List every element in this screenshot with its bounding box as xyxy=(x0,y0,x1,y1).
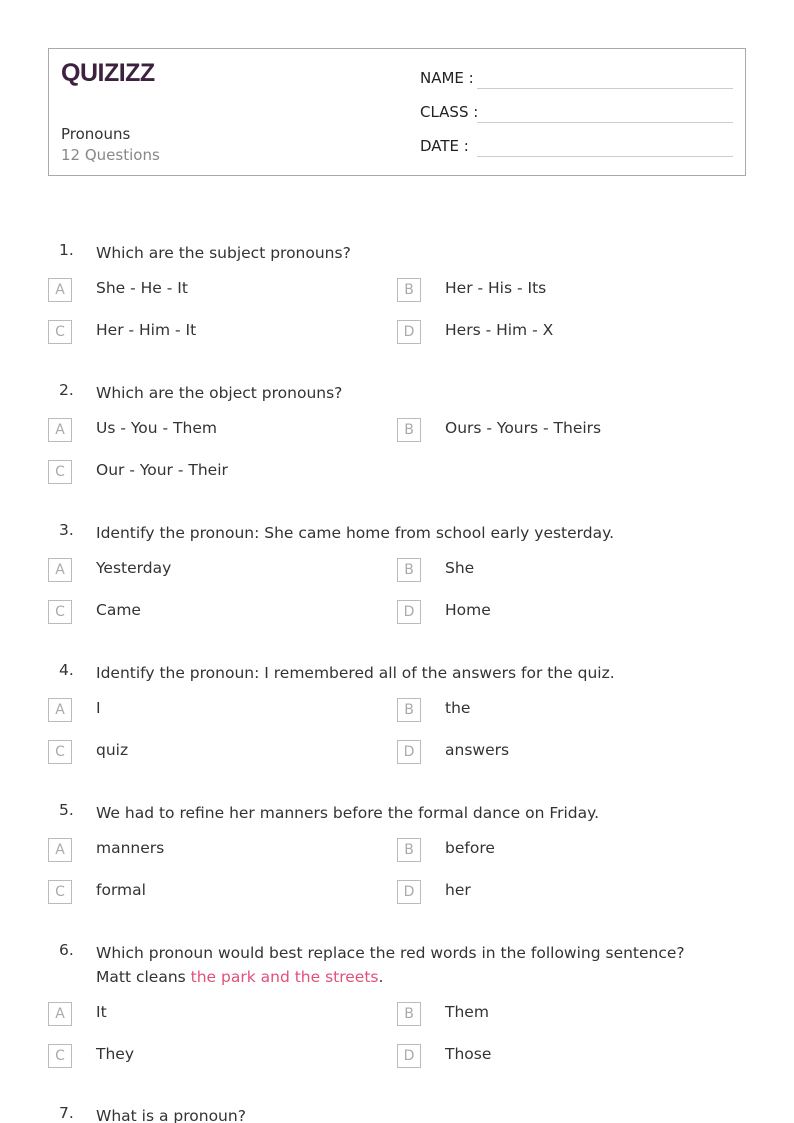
question-number: 4. xyxy=(59,661,74,679)
option-letter-box: B xyxy=(397,278,421,302)
option-text: Her - His - Its xyxy=(445,279,547,297)
option-text: the xyxy=(445,699,471,717)
option-text: answers xyxy=(445,741,510,759)
option-text: Came xyxy=(96,601,141,619)
option-letter-box: B xyxy=(397,838,421,862)
option-letter-box: A xyxy=(48,278,72,302)
option-text: It xyxy=(96,1003,107,1021)
question-prompt: We had to refine her manners before the formal dance on Friday. xyxy=(96,804,600,822)
option-letter-box: C xyxy=(48,1044,72,1068)
question-prompt: Which are the object pronouns? xyxy=(96,384,343,402)
question-text xyxy=(96,801,736,825)
option-text: formal xyxy=(96,881,146,899)
highlighted-words: the park and the streets xyxy=(190,968,379,986)
option-letter-box: A xyxy=(48,558,72,582)
option-text: She - He - It xyxy=(96,279,188,297)
question-prompt: Identify the pronoun: I remembered all of the answers for the quiz. xyxy=(96,664,615,682)
option-letter-box: C xyxy=(48,740,72,764)
option-letter-box: D xyxy=(397,320,421,344)
question-number: 2. xyxy=(59,381,74,399)
option-text: Yesterday xyxy=(96,559,172,577)
option-text: I xyxy=(96,699,101,717)
question-number: 3. xyxy=(59,521,74,539)
option-text: They xyxy=(96,1045,135,1063)
option-letter-box: B xyxy=(397,558,421,582)
option-text: Our - Your - Their xyxy=(96,461,228,479)
option-text: Us - You - Them xyxy=(96,419,217,437)
question-number: 5. xyxy=(59,801,74,819)
option-letter-box: A xyxy=(48,418,72,442)
option-letter-box: C xyxy=(48,460,72,484)
question-text xyxy=(96,941,736,989)
quizizz-logo: QUIZIZZ xyxy=(61,59,155,87)
worksheet-title: Pronouns xyxy=(61,125,131,143)
option-letter-box: D xyxy=(397,880,421,904)
option-letter-box: D xyxy=(397,600,421,624)
option-text: She xyxy=(445,559,475,577)
option-text: Hers - Him - X xyxy=(445,321,554,339)
question-count: 12 Questions xyxy=(61,146,160,164)
question-prompt: Which pronoun would best replace the red words in the following sentence? xyxy=(96,944,685,962)
option-letter-box: D xyxy=(397,740,421,764)
worksheet-header xyxy=(48,48,746,176)
class-label: CLASS : xyxy=(420,103,479,121)
option-text: her xyxy=(445,881,471,899)
option-letter-box: B xyxy=(397,1002,421,1026)
option-letter-box: B xyxy=(397,418,421,442)
option-letter-box: B xyxy=(397,698,421,722)
option-text: Those xyxy=(445,1045,492,1063)
option-letter-box: A xyxy=(48,838,72,862)
date-label: DATE : xyxy=(420,137,469,155)
question-prompt: Which are the subject pronouns? xyxy=(96,244,351,262)
option-letter-box: C xyxy=(48,880,72,904)
option-letter-box: C xyxy=(48,320,72,344)
question-text xyxy=(96,381,736,405)
question-number: 7. xyxy=(59,1104,74,1122)
option-text: before xyxy=(445,839,495,857)
option-letter-box: C xyxy=(48,600,72,624)
question-prompt: What is a pronoun? xyxy=(96,1107,246,1123)
option-text: Them xyxy=(445,1003,489,1021)
question-text xyxy=(96,241,736,265)
question-prompt: Identify the pronoun: She came home from school early yesterday. xyxy=(96,524,614,542)
option-text: Ours - Yours - Theirs xyxy=(445,419,602,437)
question-text xyxy=(96,661,736,685)
question-text xyxy=(96,521,736,545)
option-letter-box: A xyxy=(48,1002,72,1026)
question-number: 1. xyxy=(59,241,74,259)
option-text: Her - Him - It xyxy=(96,321,197,339)
option-letter-box: A xyxy=(48,698,72,722)
question-text xyxy=(96,1104,736,1123)
option-letter-box: D xyxy=(397,1044,421,1068)
sentence-text: Matt cleans xyxy=(96,968,191,986)
date-field[interactable] xyxy=(420,137,469,155)
option-text: Home xyxy=(445,601,491,619)
option-text: manners xyxy=(96,839,165,857)
sentence-end: . xyxy=(378,968,384,986)
name-field[interactable] xyxy=(420,69,474,87)
question-number: 6. xyxy=(59,941,74,959)
option-text: quiz xyxy=(96,741,129,759)
class-field[interactable] xyxy=(420,103,478,121)
name-label: NAME : xyxy=(420,69,474,87)
